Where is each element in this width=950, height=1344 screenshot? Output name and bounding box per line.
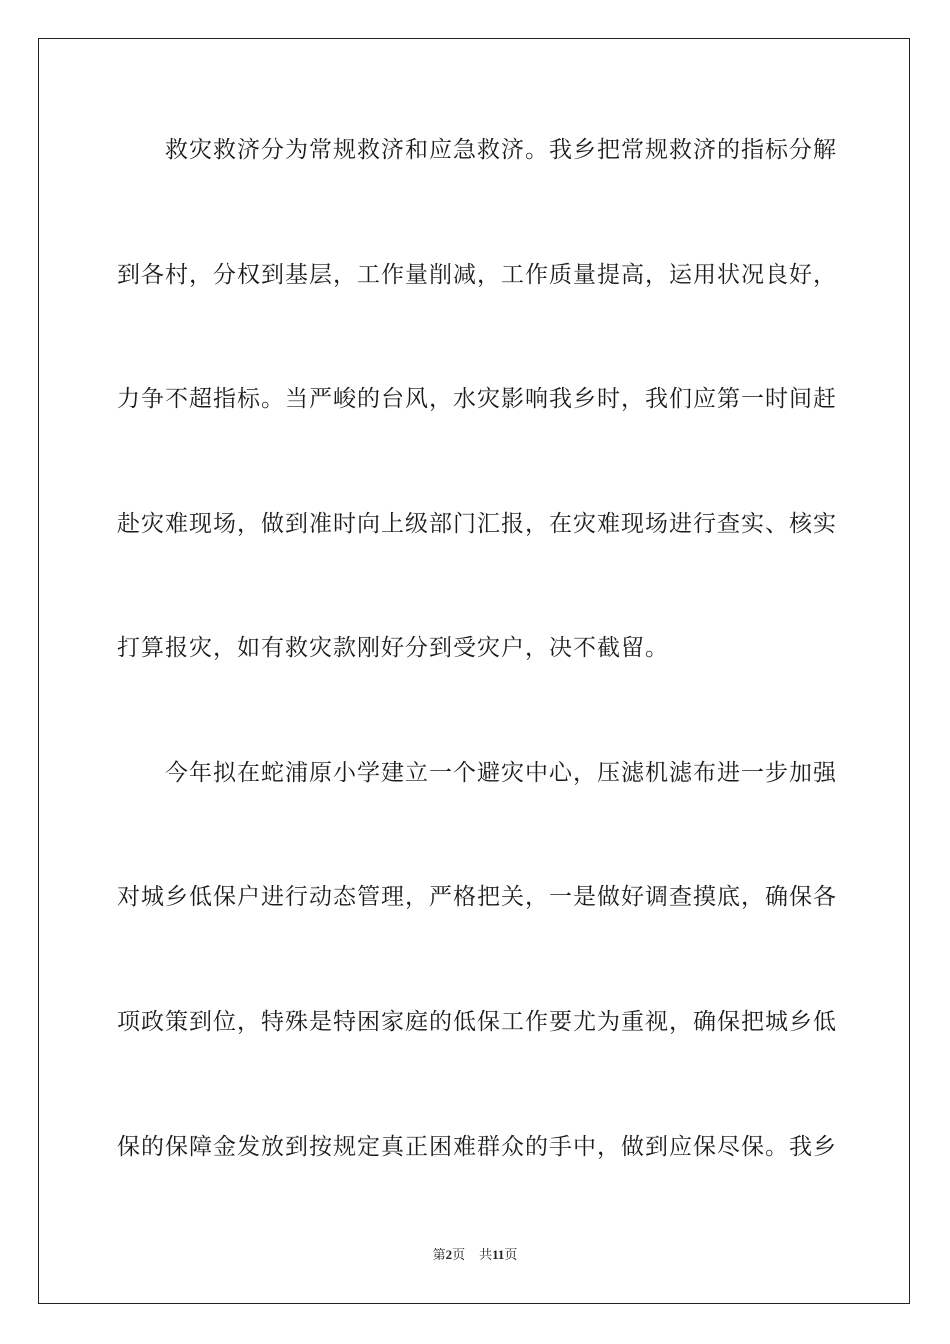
total-prefix: 共 (479, 1247, 493, 1262)
paragraph-2-line-4: 保的保障金发放到按规定真正困难群众的手中，做到应保尽保。我乡 (117, 1134, 837, 1160)
paragraph-2-line-3: 项政策到位，特殊是特困家庭的低保工作要尤为重视，确保把城乡低 (117, 1009, 837, 1035)
page-border (38, 38, 910, 1304)
total-suffix: 页 (504, 1247, 518, 1262)
page-footer (0, 1246, 950, 1264)
paragraph-1-line-5: 打算报灾，如有救灾款刚好分到受灾户，决不截留。 (117, 635, 669, 661)
page-prefix: 第 (432, 1247, 446, 1262)
paragraph-1-line-3: 力争不超指标。当严峻的台风，水灾影响我乡时，我们应第一时间赶 (117, 386, 837, 412)
total-pages: 11 (492, 1247, 505, 1262)
page-number: 2 (445, 1247, 453, 1262)
paragraph-2-line-2: 对城乡低保户进行动态管理，严格把关，一是做好调查摸底，确保各 (117, 884, 837, 910)
page-suffix: 页 (452, 1247, 466, 1262)
paragraph-2-line-1: 今年拟在蛇浦原小学建立一个避灾中心，压滤机滤布进一步加强 (165, 760, 837, 786)
paragraph-1-line-4: 赴灾难现场，做到准时向上级部门汇报，在灾难现场进行查实、核实 (117, 511, 837, 537)
page-number-label (433, 1246, 466, 1264)
paragraph-1-line-1: 救灾救济分为常规救济和应急救济。我乡把常规救济的指标分解 (165, 137, 837, 163)
paragraph-1-line-2: 到各村，分权到基层，工作量削减，工作质量提高，运用状况良好， (117, 262, 837, 288)
total-pages-label (479, 1246, 517, 1264)
